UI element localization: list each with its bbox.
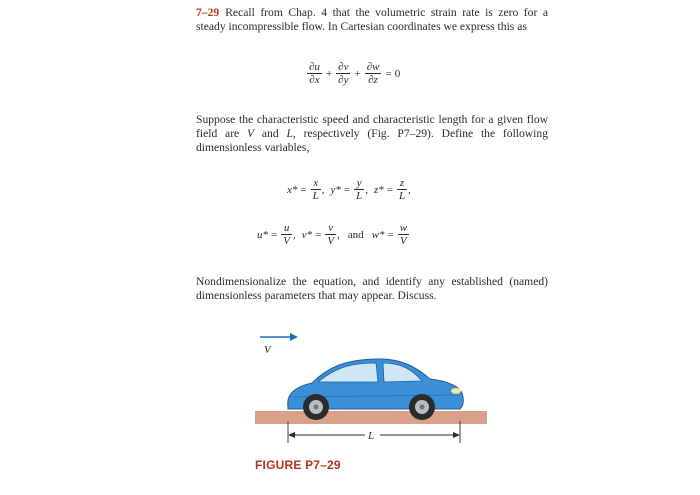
length-label: L [368,430,375,442]
velocity-arrow [260,333,298,341]
problem-number: 7–29 [196,6,220,19]
car-illustration [250,325,490,450]
intro-text: Recall from Chap. 4 that the volumetric strain rate is zero for a steady incompressible flow. In Cartesian coordinates we express this as [196,6,548,34]
characteristic-speed-symbol: V [247,127,255,141]
dimensionless-length-variables: x* = $\frac{x}{L}$ , y* = $\frac{y}{L}$ , z* = $\frac{z}{L}$ , [287,177,411,202]
figure-caption: FIGURE P7–29 [255,458,341,472]
characteristic-scales-paragraph: Suppose the characteristic speed and characteristic length for a given flow field are V and L, respectively (Fig. P7–29). Define the following dimensionless variables, [196,113,548,155]
continuity-equation: $\frac{\partial u}{\partial x}$ + $\frac{\partial v}{\partial y}$ + $\frac{\partial w}{\partial z}$ = 0 [309,61,401,86]
ground [255,411,487,424]
velocity-label: V [264,344,271,356]
problem-statement [196,6,548,34]
car [288,359,464,420]
figure-p7-29 [250,325,490,450]
characteristic-length-symbol: L [286,127,293,141]
dv-dy-fraction: $\frac{\partial v}{\partial y}$ [338,61,349,86]
du-dx-fraction: $\frac{\partial u}{\partial x}$ [309,61,320,86]
problem-intro [196,6,548,34]
dw-dz-fraction: $\frac{\partial w}{\partial z}$ [366,61,380,86]
task-paragraph: Nondimensionalize the equation, and identify any established (named) dimensionless parameters that may appear. Discuss. [196,275,548,303]
dimensionless-velocity-variables: u* = $\frac{u}{V}$ , v* = $\frac{v}{V}$ , and w* = $\frac{w}{V}$ [257,222,408,247]
